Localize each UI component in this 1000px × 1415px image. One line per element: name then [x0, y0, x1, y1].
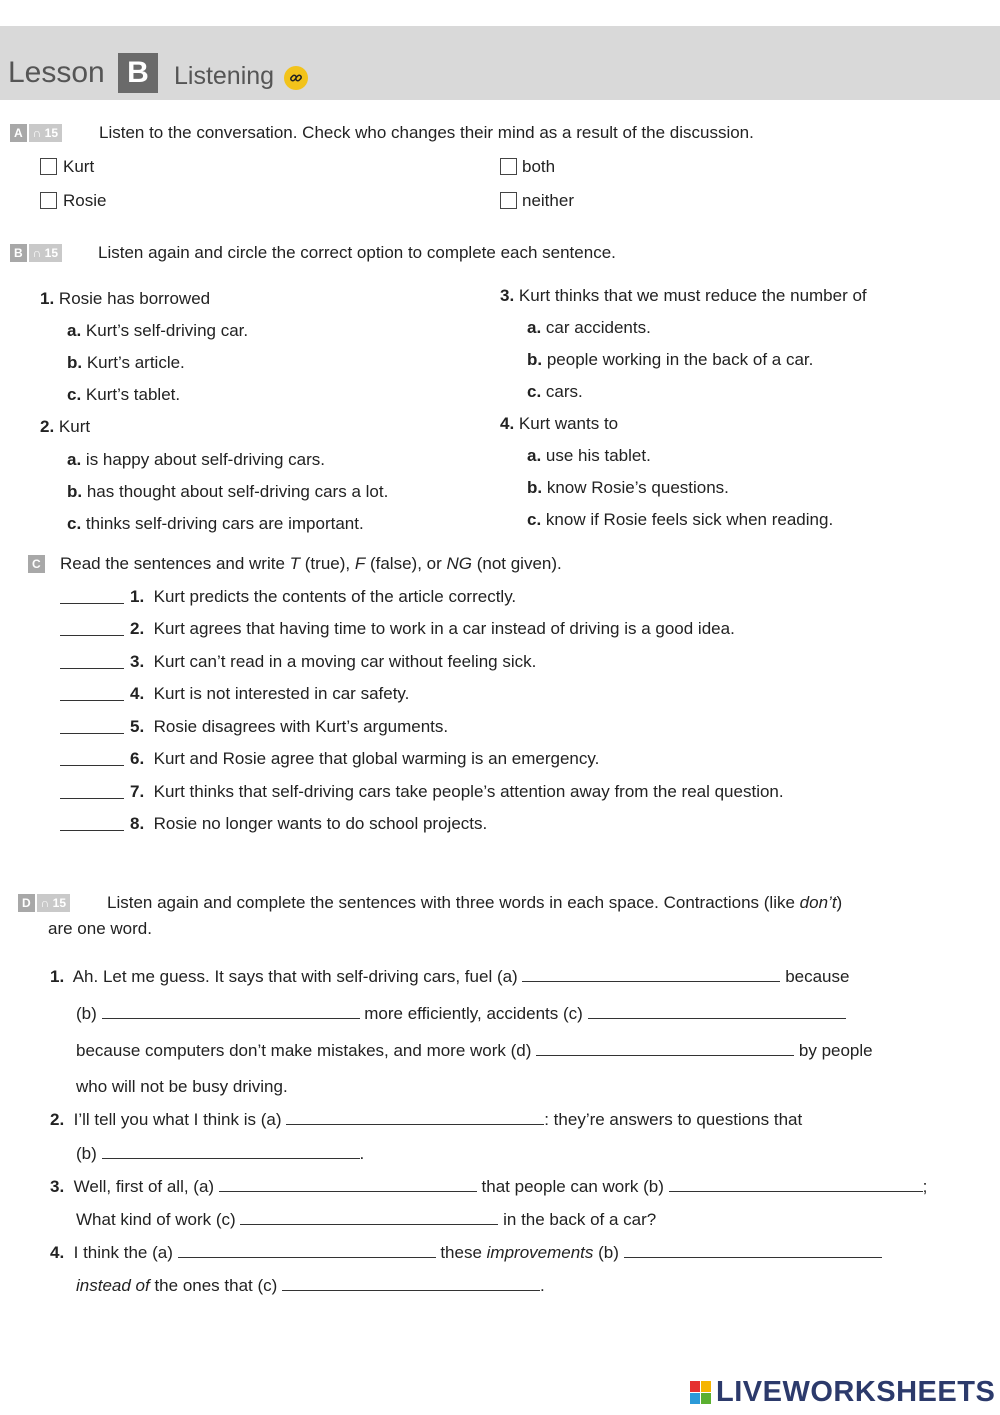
part-d-instruction-line1 [107, 893, 842, 913]
sentence-text: more efficiently, accidents (c) [364, 1004, 583, 1023]
option-text: Kurt’s self-driving car. [85, 321, 249, 340]
sentence-text: What kind of work (c) [76, 1210, 236, 1229]
c-statement-1 [130, 587, 516, 607]
b-question-3 [500, 286, 867, 306]
d1-blank-a[interactable] [522, 981, 780, 982]
instr-text: (false), or [365, 554, 447, 573]
part-b-instruction: Listen again and circle the correct option to complete each sentence. [98, 243, 616, 262]
option-letter: c. [67, 385, 82, 404]
c-statement-2 [130, 619, 735, 639]
link-icon[interactable] [284, 66, 308, 90]
checkbox-kurt[interactable] [40, 158, 57, 175]
statement-number: 7. [130, 782, 145, 801]
b-q1-option-b[interactable] [67, 353, 185, 373]
d-sentence-3-line2 [76, 1210, 656, 1230]
b-question-4 [500, 414, 618, 434]
d2-blank-b[interactable] [102, 1158, 360, 1159]
option-text: Kurt’s article. [86, 353, 185, 372]
sentence-text: (b) [76, 1144, 97, 1163]
b-q1-option-a[interactable] [67, 321, 248, 341]
lesson-letter-box: B [118, 53, 158, 93]
c-answer-blank-3[interactable] [60, 667, 124, 669]
d4-blank-b[interactable] [624, 1257, 882, 1258]
b-q2-option-a[interactable] [67, 450, 325, 470]
d-sentence-4-line1 [50, 1243, 882, 1263]
sentence-text: Ah. Let me guess. It says that with self-driving cars, fuel (a) [72, 967, 518, 986]
sentence-text: (b) [76, 1004, 97, 1023]
d3-blank-c[interactable] [240, 1224, 498, 1225]
statement-number: 3. [130, 652, 145, 671]
d3-blank-a[interactable] [219, 1191, 477, 1192]
option-text: cars. [545, 382, 583, 401]
c-statement-4 [130, 684, 409, 704]
part-b-tag [10, 244, 62, 262]
c-statement-6 [130, 749, 599, 769]
instr-italic-t: T [289, 554, 301, 573]
part-a-letter: A [10, 124, 27, 142]
option-kurt-label: Kurt [63, 157, 95, 176]
b-q1-stem: Rosie has borrowed [58, 289, 211, 308]
sentence-number: 4. [50, 1243, 65, 1262]
b-q3-stem: Kurt thinks that we must reduce the number of [518, 286, 867, 305]
sentence-text: the ones that (c) [149, 1276, 278, 1295]
sentence-text: I’ll tell you what I think is (a) [73, 1110, 282, 1129]
instr-text: Read the sentences and write [60, 554, 290, 573]
b-q4-option-c[interactable] [527, 510, 833, 530]
instr-italic: don’t [799, 893, 837, 912]
c-statement-3 [130, 652, 536, 672]
b-q1-option-c[interactable] [67, 385, 180, 405]
d-sentence-1-line4: who will not be busy driving. [76, 1077, 288, 1096]
c-answer-blank-8[interactable] [60, 829, 124, 831]
instr-text: ) [836, 893, 843, 912]
d-sentence-1-line2 [76, 1004, 846, 1024]
part-c-letter: C [28, 555, 45, 573]
c-statement-8 [130, 814, 487, 834]
option-text: is happy about self-driving cars. [85, 450, 325, 469]
option-letter: b. [527, 478, 543, 497]
d1-blank-c[interactable] [588, 1018, 846, 1019]
b-q1-number: 1. [40, 289, 55, 308]
d4-blank-c[interactable] [282, 1290, 540, 1291]
part-d-tag [18, 894, 70, 912]
option-rosie-label: Rosie [63, 191, 107, 210]
statement-number: 8. [130, 814, 145, 833]
part-a-instruction: Listen to the conversation. Check who changes their mind as a result of the discussion. [99, 123, 754, 142]
c-answer-blank-7[interactable] [60, 797, 124, 799]
d-sentence-1-line1 [50, 967, 849, 987]
d1-blank-b[interactable] [102, 1018, 360, 1019]
statement-number: 2. [130, 619, 145, 638]
option-letter: b. [527, 350, 543, 369]
option-letter: b. [67, 482, 83, 501]
instr-italic-ng: NG [446, 554, 472, 573]
option-letter: c. [67, 514, 82, 533]
statement-text: Rosie disagrees with Kurt’s arguments. [153, 717, 449, 736]
statement-text: Kurt can’t read in a moving car without feeling sick. [153, 652, 537, 671]
statement-number: 5. [130, 717, 145, 736]
part-a-audio-track: 15 [44, 126, 59, 140]
option-text: know if Rosie feels sick when reading. [545, 510, 834, 529]
sentence-text: Well, first of all, (a) [73, 1177, 215, 1196]
c-answer-blank-6[interactable] [60, 764, 124, 766]
part-b-letter: B [10, 244, 27, 262]
b-q4-option-b[interactable] [527, 478, 729, 498]
d2-blank-a[interactable] [286, 1124, 544, 1125]
statement-text: Kurt thinks that self-driving cars take people’s attention away from the real question. [153, 782, 784, 801]
b-q2-stem: Kurt [58, 417, 91, 436]
b-q2-option-b[interactable] [67, 482, 388, 502]
sentence-text: . [359, 1144, 365, 1163]
part-a-audio-badge: ∩ 15 [29, 124, 62, 142]
b-q3-number: 3. [500, 286, 515, 305]
sentence-text: that people can work (b) [481, 1177, 664, 1196]
section-title: Listening [174, 62, 275, 90]
part-d-instruction-line2: are one word. [48, 919, 152, 938]
liveworksheets-logo-text: LIVEWORKSHEETS [716, 1376, 996, 1408]
checkbox-both[interactable] [500, 158, 517, 175]
d-sentence-3-line1 [50, 1177, 927, 1197]
option-text: Kurt’s tablet. [85, 385, 181, 404]
part-d-audio-badge: ∩ 15 [37, 894, 70, 912]
d-sentence-2-line2 [76, 1144, 364, 1164]
statement-text: Kurt is not interested in car safety. [153, 684, 410, 703]
sentence-text: I think the (a) [73, 1243, 173, 1262]
statement-text: Rosie no longer wants to do school projects. [153, 814, 488, 833]
statement-text: Kurt agrees that having time to work in a car instead of driving is a good idea. [153, 619, 735, 638]
option-neither-label: neither [522, 191, 574, 210]
option-letter: a. [67, 321, 82, 340]
statement-number: 6. [130, 749, 145, 768]
statement-text: Kurt and Rosie agree that global warming is an emergency. [153, 749, 600, 768]
d1-blank-d[interactable] [536, 1055, 794, 1056]
statement-number: 4. [130, 684, 145, 703]
instr-italic-f: F [354, 554, 366, 573]
b-question-2 [40, 417, 90, 437]
part-b-audio-badge: ∩ 15 [29, 244, 62, 262]
statement-text: Kurt predicts the contents of the article correctly. [153, 587, 517, 606]
checkbox-rosie[interactable] [40, 192, 57, 209]
sentence-text: by people [798, 1041, 873, 1060]
c-answer-blank-1[interactable] [60, 602, 124, 604]
c-answer-blank-4[interactable] [60, 699, 124, 701]
option-letter: a. [527, 446, 542, 465]
option-text: has thought about self-driving cars a lot. [86, 482, 389, 501]
d3-blank-b[interactable] [669, 1191, 923, 1192]
option-letter: a. [527, 318, 542, 337]
b-q4-option-a[interactable] [527, 446, 651, 466]
d4-blank-a[interactable] [178, 1257, 436, 1258]
option-both-label: both [522, 157, 556, 176]
c-answer-blank-5[interactable] [60, 732, 124, 734]
option-text: thinks self-driving cars are important. [85, 514, 364, 533]
option-letter: c. [527, 382, 542, 401]
statement-number: 1. [130, 587, 145, 606]
checkbox-neither[interactable] [500, 192, 517, 209]
d-sentence-1-line3 [76, 1041, 873, 1061]
part-c-tag [28, 555, 45, 573]
sentence-text: in the back of a car? [503, 1210, 657, 1229]
sentence-number: 1. [50, 967, 65, 986]
sentence-number: 2. [50, 1110, 65, 1129]
sentence-italic: improvements [486, 1243, 594, 1262]
part-c-instruction [60, 554, 562, 574]
option-letter: a. [67, 450, 82, 469]
chain-link-icon [289, 71, 303, 85]
c-answer-blank-2[interactable] [60, 634, 124, 636]
b-q3-option-b[interactable] [527, 350, 813, 370]
instr-text: (not given). [471, 554, 562, 573]
part-a-tag [10, 124, 62, 142]
sentence-text: these [440, 1243, 487, 1262]
option-letter: b. [67, 353, 83, 372]
b-q4-number: 4. [500, 414, 515, 433]
d-sentence-4-line2 [76, 1276, 545, 1296]
b-question-1 [40, 289, 210, 309]
b-q2-option-c[interactable] [67, 514, 364, 534]
b-q4-stem: Kurt wants to [518, 414, 619, 433]
c-statement-7 [130, 782, 784, 802]
option-letter: c. [527, 510, 542, 529]
sentence-italic: instead of [76, 1276, 150, 1295]
instr-text: (true), [300, 554, 355, 573]
instr-text: Listen again and complete the sentences with three words in each space. Contractions (like [107, 893, 800, 912]
sentence-text: . [540, 1276, 545, 1295]
part-d-audio-track: 15 [52, 896, 67, 910]
b-q3-option-a[interactable] [527, 318, 651, 338]
liveworksheets-logo-icon [690, 1381, 712, 1405]
option-text: use his tablet. [545, 446, 651, 465]
sentence-text: because [785, 967, 850, 986]
sentence-text: (b) [593, 1243, 619, 1262]
option-text: people working in the back of a car. [546, 350, 814, 369]
sentence-text: : they’re answers to questions that [544, 1110, 803, 1129]
lesson-label: Lesson [8, 56, 105, 89]
sentence-text: ; [922, 1177, 928, 1196]
sentence-text: because computers don’t make mistakes, and more work (d) [76, 1041, 532, 1060]
part-b-audio-track: 15 [44, 246, 59, 260]
sentence-number: 3. [50, 1177, 65, 1196]
option-text: know Rosie’s questions. [546, 478, 729, 497]
part-d-letter: D [18, 894, 35, 912]
c-statement-5 [130, 717, 448, 737]
d-sentence-2-line1 [50, 1110, 802, 1130]
b-q2-number: 2. [40, 417, 55, 436]
option-text: car accidents. [545, 318, 651, 337]
b-q3-option-c[interactable] [527, 382, 583, 402]
